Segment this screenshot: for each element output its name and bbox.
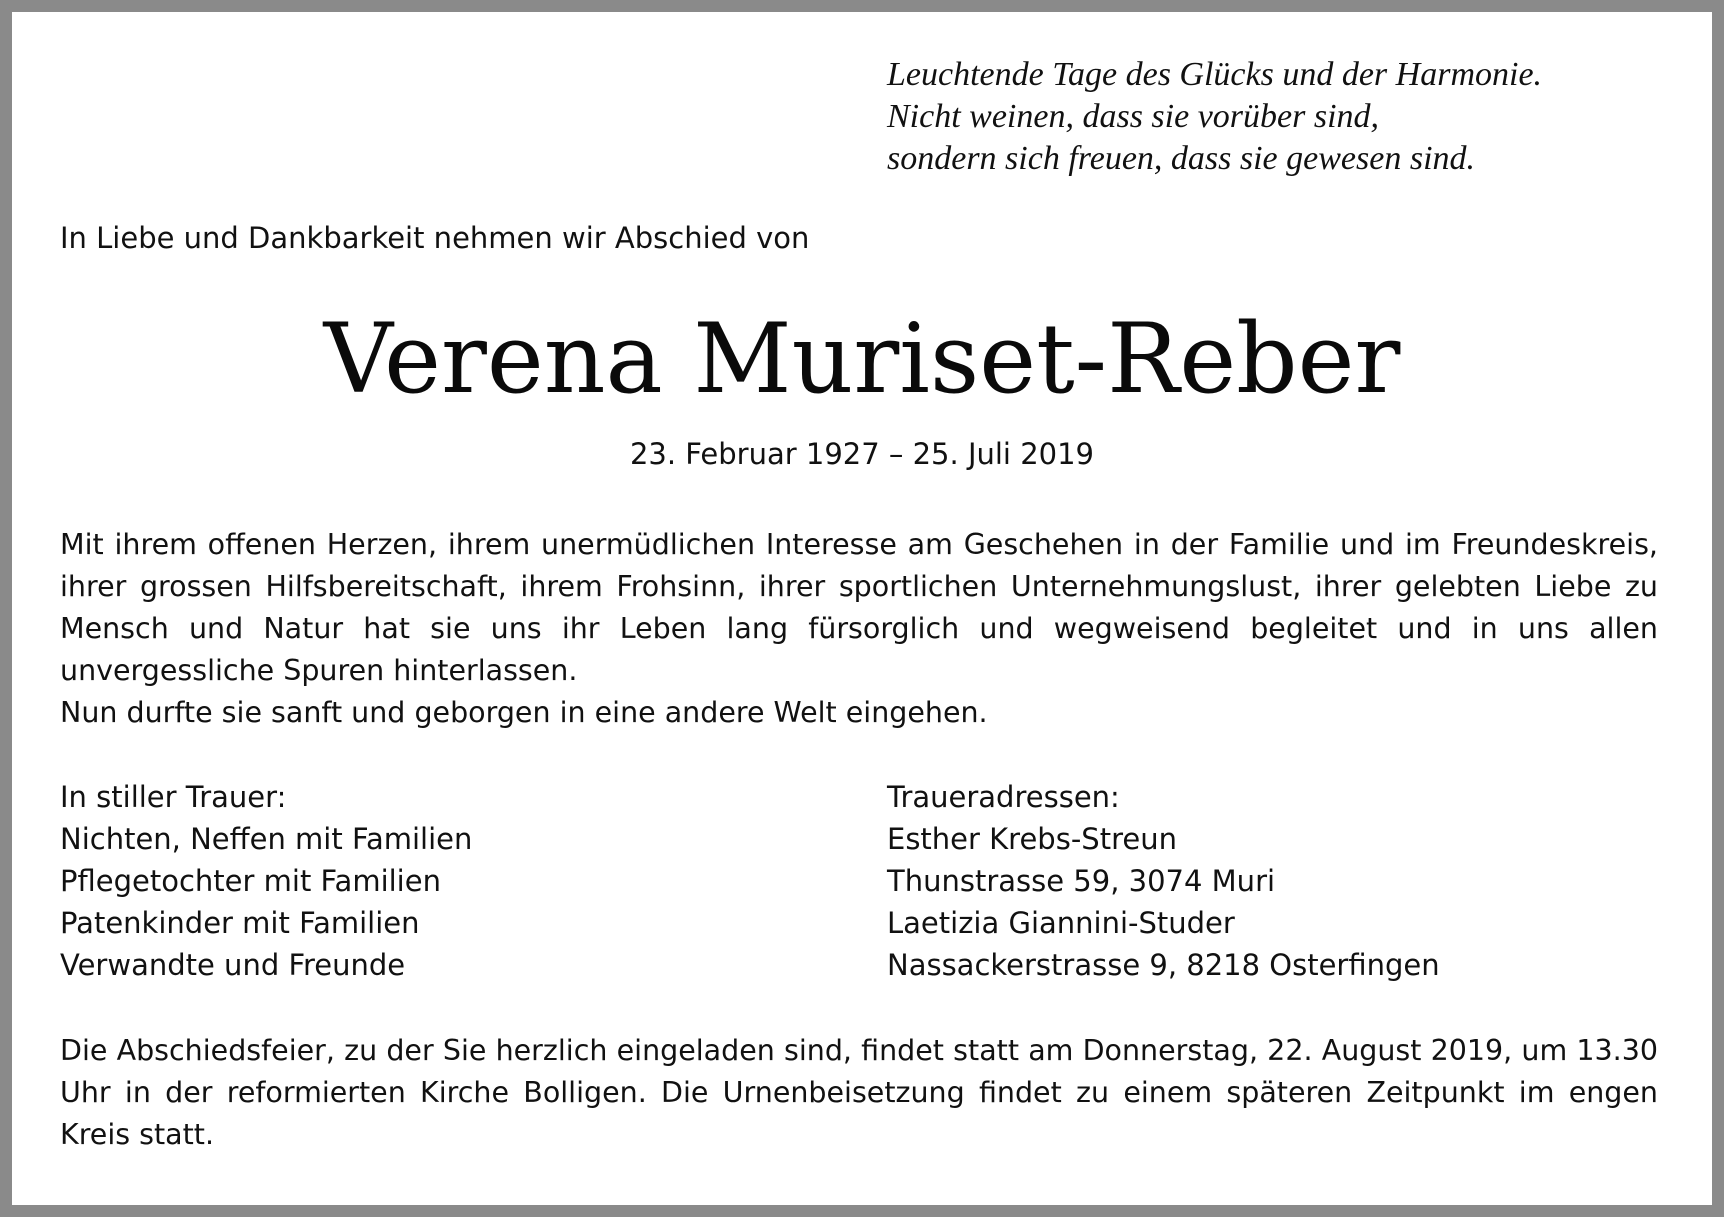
ceremony-paragraph: Die Abschiedsfeier, zu der Sie herzlich eingeladen sind, findet statt am Donnerstag, 22. August 2019, um 13.30 Uhr in der reformierten Kirche Bolligen. Die Urnenbeisetzung findet zu einem späteren Zeitpunkt im engen Kreis statt. [60,1034,1658,1151]
obituary-notice [12,12,1712,1205]
ceremony-info [60,1030,1658,1156]
life-dates: 23. Februar 1927 – 25. Juli 2019 [629,437,1095,471]
mourner-line: Pflegetochter mit Familien [60,864,441,898]
tribute-paragraph: Mit ihrem offenen Herzen, ihrem unermüdlichen Interesse am Geschehen in der Familie und im Freundeskreis, ihrer grossen Hilfsbereitschaft, ihrem Frohsinn, ihrer sportlichen Unternehmungslust, ihrer gelebten Liebe zu Mensch und Natur hat sie uns ihr Leben lang fürsorglich und wegweisend begleitet und in uns allen unvergessliche Spuren hinterlassen. [60,528,1658,687]
intro-text: In Liebe und Dankbarkeit nehmen wir Abschied von [60,221,810,255]
mourner-line: Verwandte und Freunde [60,948,406,982]
address-line: Thunstrasse 59, 3074 Muri [887,864,1276,898]
condolence-addresses [887,776,1687,986]
deceased-name: Verena Muriset-Reber [323,303,1401,415]
tribute-closing: Nun durfte sie sanft und geborgen in eine andere Welt eingehen. [60,696,988,729]
address-line: Nassackerstrasse 9, 8218 Osterfingen [887,948,1440,982]
mourners-heading: In stiller Trauer: [60,780,287,814]
motto-verse [887,54,1687,180]
motto-line: Nicht weinen, dass sie vorüber sind, [887,98,1380,135]
address-line: Esther Krebs-Streun [887,822,1177,856]
mourners-list [60,776,820,986]
addresses-heading: Traueradressen: [887,780,1120,814]
motto-line: sondern sich freuen, dass sie gewesen sind. [887,140,1476,177]
mourner-line: Patenkinder mit Familien [60,906,420,940]
motto-line: Leuchtende Tage des Glücks und der Harmonie. [887,56,1543,93]
address-line: Laetizia Giannini-Studer [887,906,1235,940]
mourner-line: Nichten, Neffen mit Familien [60,822,473,856]
tribute-text [60,524,1658,734]
